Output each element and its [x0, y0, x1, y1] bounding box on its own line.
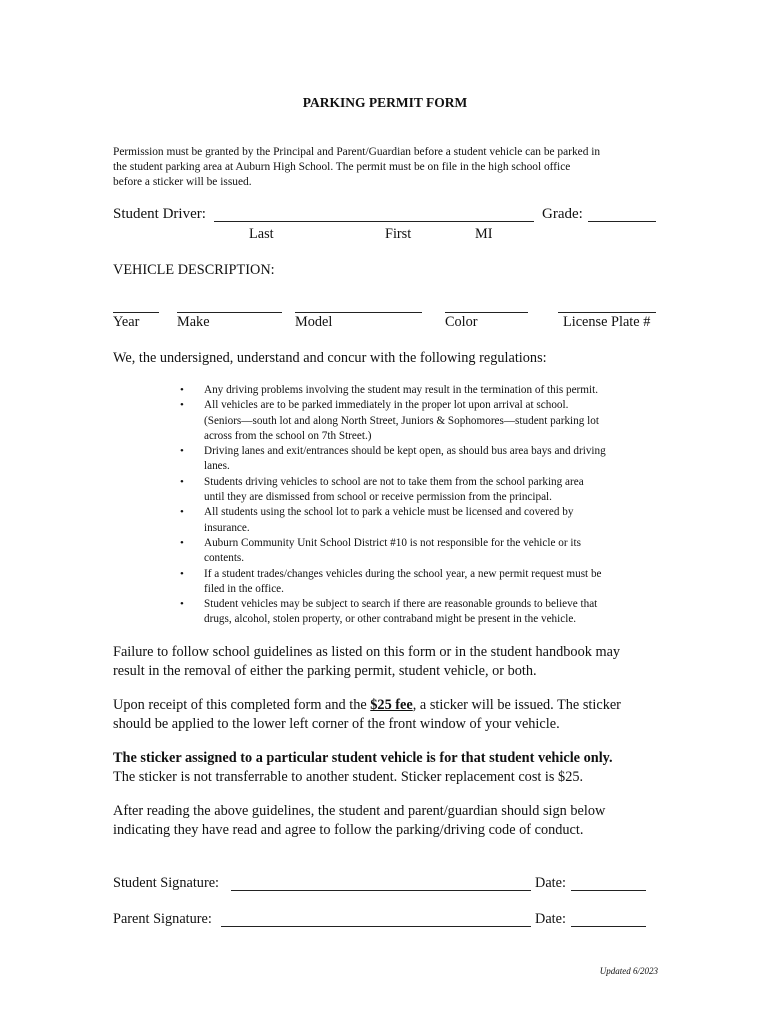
list-item — [180, 383, 670, 398]
list-item — [180, 444, 670, 475]
model-line[interactable] — [295, 312, 422, 313]
failure-line: Failure to follow school guidelines as listed on this form or in the student handbook may — [113, 644, 621, 660]
after-reading-paragraph — [113, 802, 673, 839]
parent-date-line[interactable] — [571, 926, 646, 927]
list-item-line: drugs, alcohol, stolen property, or other contraband might be present in the vehicle. — [204, 613, 577, 626]
list-item-line: • Any driving problems involving the student may result in the termination of this permit. — [204, 384, 598, 396]
sticker-bold-line: The sticker assigned to a particular student vehicle is for that student vehicle only. — [113, 750, 613, 766]
list-item-line: • Student vehicles may be subject to search if there are reasonable grounds to believe that — [204, 598, 598, 611]
last-name-caption: Last — [249, 226, 274, 242]
regulations-list — [180, 383, 670, 628]
sticker-paragraph — [113, 749, 673, 786]
student-signature-line[interactable] — [231, 890, 531, 891]
fee-amount: $25 fee — [370, 697, 413, 713]
list-item — [180, 398, 670, 444]
list-item-line: • If a student trades/changes vehicles during the school year, a new permit request must be — [204, 567, 602, 580]
list-item-line: across from the school on 7th Street.) — [204, 429, 372, 442]
regulations-intro: We, the undersigned, understand and concur with the following regulations: — [113, 350, 547, 366]
student-driver-label: Student Driver: — [113, 206, 206, 222]
list-item-line: lanes. — [204, 460, 230, 473]
list-item-line: contents. — [204, 552, 245, 565]
list-item — [180, 597, 670, 628]
grade-line[interactable] — [588, 221, 656, 222]
after-line: After reading the above guidelines, the student and parent/guardian should sign below — [113, 803, 606, 819]
year-label: Year — [113, 314, 140, 330]
list-item-line: insurance. — [204, 521, 250, 534]
list-item-line: • All vehicles are to be parked immediately in the proper lot upon arrival at school. — [204, 399, 569, 412]
list-item-line: filed in the office. — [204, 582, 284, 595]
intro-line: before a sticker will be issued. — [113, 176, 252, 189]
middle-initial-caption: MI — [475, 226, 493, 242]
receipt-line-1 — [113, 696, 673, 715]
license-plate-line[interactable] — [558, 312, 656, 313]
updated-date: Updated 6/2023 — [599, 966, 658, 976]
intro-line: the student parking area at Auburn High School. The permit must be on file in the high school office — [113, 161, 571, 174]
student-signature-label: Student Signature: — [113, 875, 220, 891]
receipt-line-2: should be applied to the lower left corner of the front window of your vehicle. — [113, 715, 560, 732]
make-label: Make — [177, 314, 210, 330]
receipt-text-post: , a sticker will be issued. The sticker — [412, 697, 621, 713]
after-line: indicating they have read and agree to follow the parking/driving code of conduct. — [113, 821, 584, 838]
student-date-line[interactable] — [571, 890, 646, 891]
color-line[interactable] — [445, 312, 528, 313]
grade-label: Grade: — [542, 206, 583, 222]
list-item — [180, 475, 670, 506]
color-label: Color — [445, 314, 478, 330]
failure-line: result in the removal of either the parking permit, student vehicle, or both. — [113, 662, 537, 679]
first-name-caption: First — [385, 226, 412, 242]
student-date-label: Date: — [535, 875, 566, 891]
parent-signature-line[interactable] — [221, 926, 531, 927]
list-item-line: • All students using the school lot to park a vehicle must be licensed and covered by — [204, 506, 574, 519]
list-item — [180, 536, 670, 567]
vehicle-description-heading: VEHICLE DESCRIPTION: — [113, 262, 275, 278]
list-item-line: • Auburn Community Unit School District #10 is not responsible for the vehicle or its — [204, 536, 581, 549]
year-line[interactable] — [113, 312, 159, 313]
parent-signature-label: Parent Signature: — [113, 911, 212, 927]
intro-line: Permission must be granted by the Principal and Parent/Guardian before a student vehicle can be parked in — [113, 146, 601, 158]
license-plate-label: License Plate # — [563, 314, 651, 330]
failure-paragraph — [113, 643, 673, 680]
list-item-line: • Students driving vehicles to school are not to take them from the school parking area — [204, 475, 584, 488]
intro-paragraph — [113, 145, 673, 191]
student-driver-name-line[interactable] — [214, 221, 534, 222]
form-title: PARKING PERMIT FORM — [302, 95, 468, 110]
receipt-paragraph — [113, 696, 673, 733]
list-item — [180, 505, 670, 536]
sticker-line-2: The sticker is not transferrable to another student. Sticker replacement cost is $25. — [113, 768, 584, 785]
receipt-text-pre: Upon receipt of this completed form and the — [113, 697, 371, 713]
list-item-line: • Driving lanes and exit/entrances should be kept open, as should bus area bays and driving — [204, 445, 606, 458]
parent-date-label: Date: — [535, 911, 566, 927]
list-item-line: (Seniors—south lot and along North Street, Juniors & Sophomores—student parking lot — [204, 414, 599, 427]
make-line[interactable] — [177, 312, 282, 313]
model-label: Model — [295, 314, 333, 330]
list-item — [180, 567, 670, 598]
list-item-line: until they are dismissed from school or receive permission from the principal. — [204, 491, 552, 504]
